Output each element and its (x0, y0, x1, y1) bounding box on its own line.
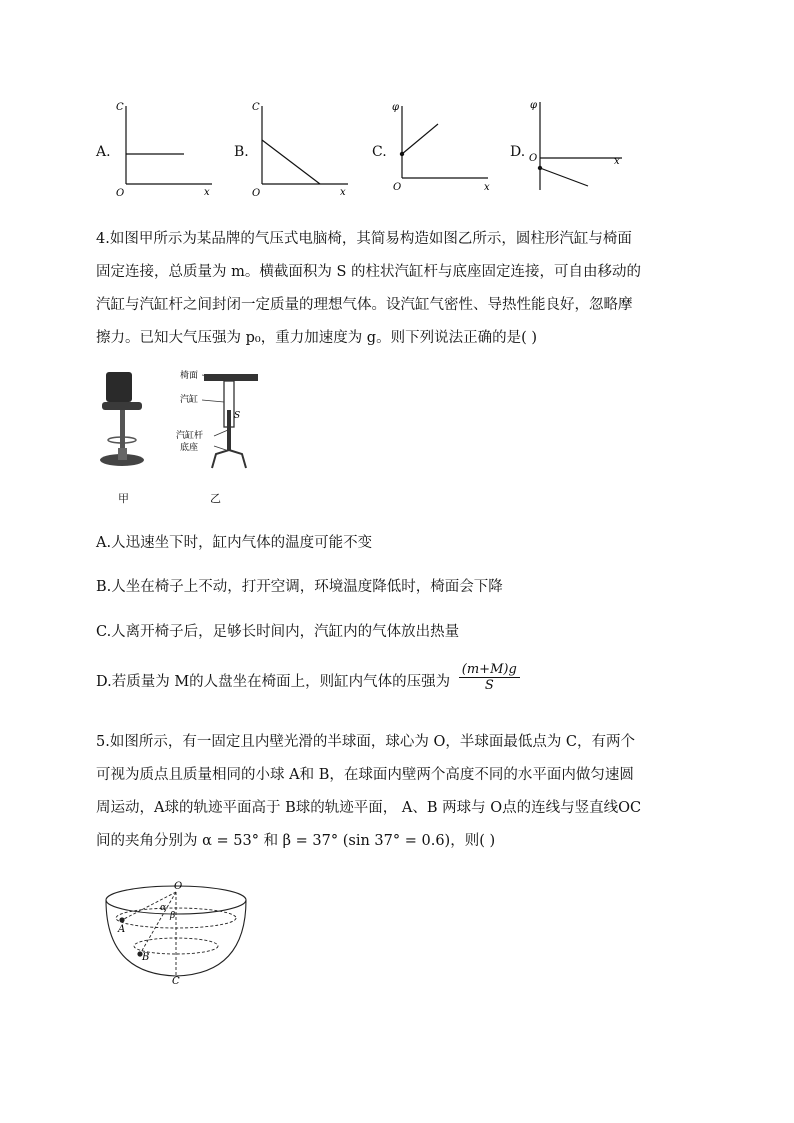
graph-a-x-label: x (204, 187, 210, 198)
graph-d (526, 98, 636, 198)
hemisphere-figure (100, 878, 260, 988)
q4-stem-line-3: 汽缸与汽缸杆之间封闭一定质量的理想气体。设汽缸气密性、导热性能良好，忽略摩 (96, 297, 633, 313)
graph-d-y-label: φ (530, 100, 538, 111)
graph-b-label: B. (234, 144, 249, 160)
label-b: B (142, 952, 150, 963)
q4-option-d (96, 661, 520, 693)
graph-a-y-label: C (116, 102, 124, 113)
graph-c (388, 98, 498, 198)
label-c: C (172, 976, 180, 987)
label-rod: 汽缸杆 (176, 431, 204, 441)
label-beta: β (170, 911, 176, 921)
graph-c-origin: O (393, 182, 402, 193)
q4-option-d-text: D.若质量为 M的人盘坐在椅面上，则缸内气体的压强为 (96, 674, 451, 690)
graph-b-origin: O (252, 188, 261, 198)
chair-schematic (176, 370, 266, 478)
label-base: 底座 (180, 443, 199, 453)
graph-d-x-label: x (614, 156, 620, 167)
figure-yi-caption: 乙 (210, 492, 221, 505)
graph-c-x-label: x (484, 182, 490, 193)
q5-stem-line-1: 5.如图所示，有一固定且内壁光滑的半球面，球心为 O，半球面最低点为 C，有两个 (96, 734, 636, 750)
chair-photo (96, 368, 156, 476)
graph-b-x-label: x (340, 187, 346, 198)
label-o: O (174, 881, 183, 892)
graph-d-label: D. (510, 144, 526, 160)
graph-c-label: C. (372, 144, 387, 160)
graph-d-origin: O (529, 153, 538, 164)
q5-stem-line-4: 间的夹角分别为 α = 53° 和 β = 37° (sin 37° = 0.6)，则( ) (96, 833, 496, 849)
label-seat: 椅面 (180, 371, 199, 381)
q4-option-c: C.人离开椅子后，足够长时间内，汽缸内的气体放出热量 (96, 624, 460, 640)
q4-stem-line-1: 4.如图甲所示为某品牌的气压式电脑椅，其简易构造如图乙所示，圆柱形汽缸与椅面 (96, 231, 632, 247)
graph-a-origin: O (116, 188, 125, 198)
label-s: S (234, 411, 241, 421)
q4-stem-line-2: 固定连接，总质量为 m。横截面积为 S 的柱状汽缸杆与底座固定连接，可自由移动的 (96, 264, 642, 280)
figure-jia-caption: 甲 (118, 492, 129, 505)
q4-option-d-fraction (459, 662, 520, 693)
q4-stem-line-4: 擦力。已知大气压强为 p₀，重力加速度为 g。则下列说法正确的是( ) (96, 330, 538, 346)
q5-stem-line-3: 周运动，A球的轨迹平面高于 B球的轨迹平面， A、B 两球与 O点的连线与竖直线OC (96, 800, 642, 816)
fraction-denominator: S (484, 677, 494, 693)
graph-c-y-label: φ (392, 102, 400, 113)
fraction-numerator: (m+M)g (459, 662, 520, 678)
graph-b (248, 98, 358, 198)
label-cylinder: 汽缸 (180, 395, 199, 405)
label-alpha: α (160, 903, 167, 913)
q4-option-a: A.人迅速坐下时，缸内气体的温度可能不变 (96, 535, 373, 551)
graph-a-label: A. (96, 144, 111, 160)
label-a: A (118, 924, 126, 935)
graph-b-y-label: C (252, 102, 260, 113)
q5-stem-line-2: 可视为质点且质量相同的小球 A和 B，在球面内壁两个高度不同的水平面内做匀速圆 (96, 767, 634, 783)
q4-option-b: B.人坐在椅子上不动，打开空调，环境温度降低时，椅面会下降 (96, 579, 503, 595)
graph-a (112, 98, 222, 198)
